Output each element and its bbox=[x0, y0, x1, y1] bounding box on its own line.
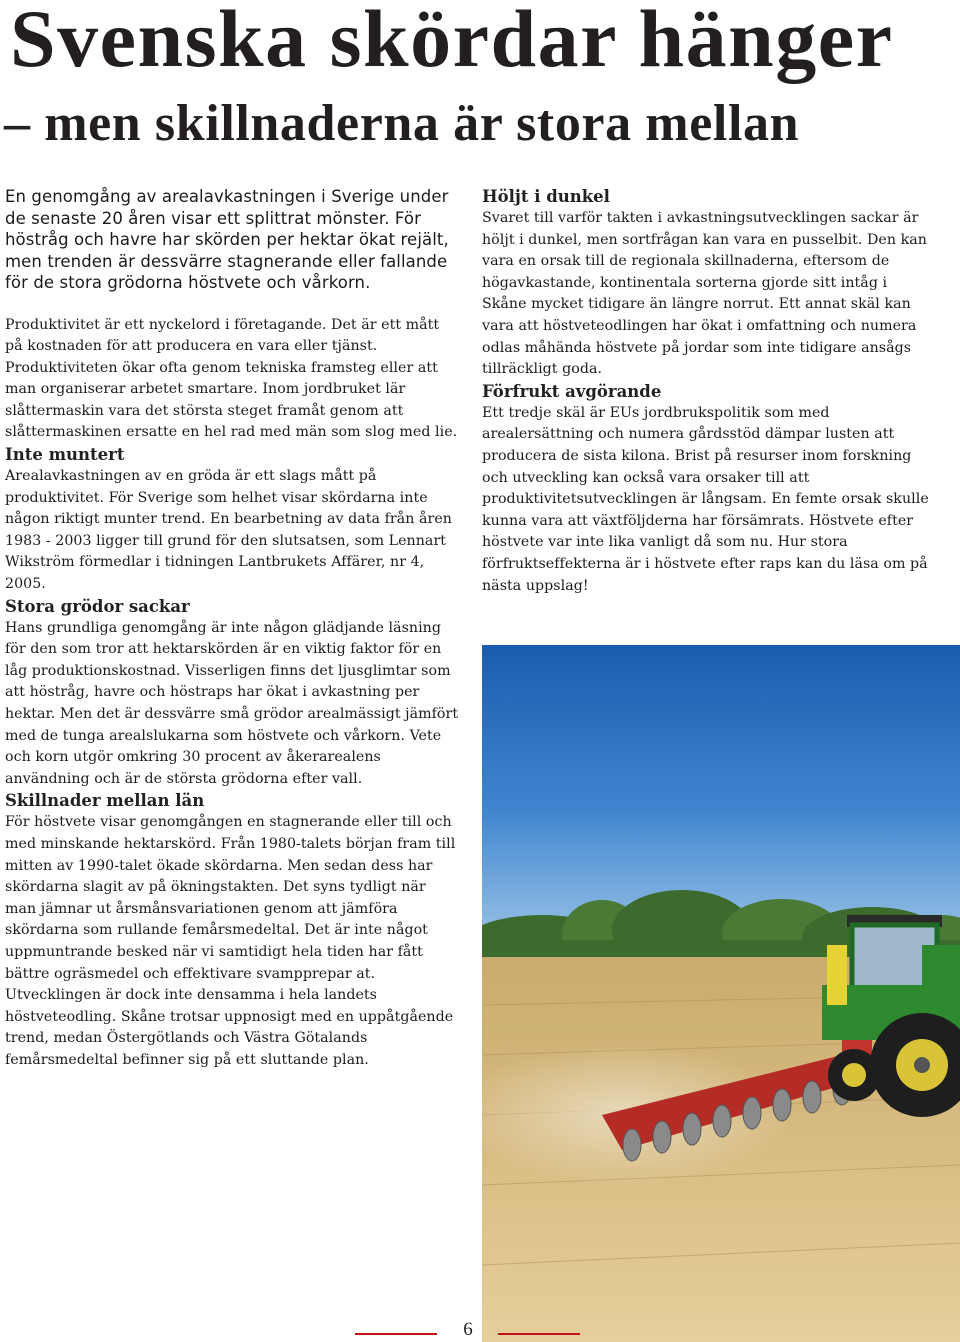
lead-paragraph: En genomgång av arealavkastningen i Sverige under de senaste 20 åren visar ett splittrat mönster. För höstråg och havre har skörden per hektar ökat rejält, men trenden är dessvärre stagnerande eller fallande för de stora grödorna höstvete och vårkorn. bbox=[5, 187, 449, 292]
section-text-stora-grodor: Hans grundliga genomgång är inte någon glädjande läsning för den som tror att hektarskörden är en viktig faktor för en låg produktionskostnad. Visserligen finns det ljusglimtar som att höstråg, havre och höstraps har ökat i avkastning per hektar. Men det är dessvärre små grödor arealmässigt jämfört med de tunga arealslukarna som höstvete och vårkorn. Vete och korn utgör omkring 30 procent av åkerarealens användning och är de största grödorna efter vall. bbox=[5, 619, 459, 787]
tractor bbox=[822, 915, 960, 1117]
section-text-forfrukt: Ett tredje skäl är EUs jordbrukspolitik som med arealersättning och numera gårdsstöd dämpar lusten att producera de sista kilona. Brist på resurser inom forskning och utveckling kan också vara orsaker till att produktivitetsutvecklingen är långsam. En femte orsak skulle kunna vara att växtföljderna har försämrats. Höstvete efter höstvete var inte lika vanligt då som nu. Hur stora förfruktseffekterna är i höstvete efter raps kan du läsa om på nästa uppslag! bbox=[482, 404, 929, 594]
page-number: 6 bbox=[463, 1319, 473, 1340]
section-text-inte-muntert: Arealavkastningen av en gröda är ett slags mått på produktivitet. För Sverige som helhet visar skördarna inte någon riktigt munter trend. En bearbetning av data från åren 1983 - 2003 ligger till grund för den slutsatsen, som Lennart Wikström förmedlar i tidningen Lantbrukets Affärer, nr 4, 2005. bbox=[5, 468, 452, 593]
section-text-skillnader: För höstvete visar genomgången en stagnerande eller till och med minskande hektarskörd. Från 1980-talets början fram till mitten av 1990-talet ökade skördarna. Men sedan dess har skördarna slagit av på ökningstakten. Det syns tydligt när man jämnar ut årsmånsvariationen genom att jämföra skördarna som rullande femårsmedeltal. Det är inte något uppmuntrande besked när vi samtidigt hela tiden har fått bättre ogräsmedel och effektivare svampprepar at. Utvecklingen är dock inte densamma i hela landets höstveteodling. Skåne trotsar uppnosigt med en uppåtgående trend, medan Östergötlands och Västra Götalands femårsmedeltal befinner sig på ett sluttande plan. bbox=[5, 814, 456, 1068]
section-heading-stora-grodor: Stora grödor sackar bbox=[5, 596, 190, 616]
section-heading-forfrukt: Förfrukt avgörande bbox=[482, 381, 662, 401]
tractor-field-photo bbox=[482, 645, 960, 1342]
folio-rule-left bbox=[355, 1333, 437, 1335]
section-text-holjt-i-dunkel: Svaret till varför takten i avkastningsutvecklingen sackar är höljt i dunkel, men sortfrågan kan vara en pusselbit. Den kan vara en orsak till de regionala skillnaderna, eftersom de högavkastande, kontinentala sorterna gjorde sitt intåg i Skåne mycket tidigare än längre norrut. Ett annat skäl kan vara att höstveteodlingen har ökat i omfattning och numera odlas måhända höstvete på jordar som inte tidigare ansågs tillräckligt goda. bbox=[482, 210, 927, 378]
folio-rule-right bbox=[498, 1333, 580, 1335]
intro-paragraph: Produktivitet är ett nyckelord i företagande. Det är ett mått på kostnaden för att producera en vara eller tjänst. Produktiviteten ökar ofta genom tekniska framsteg eller att man organiserar arbetet smartare. Inom jordbruket lär slåttermaskin vara det största steget framåt genom att slåttermaskinen ersatte en hel rad med män som slog med lie. bbox=[5, 316, 458, 441]
section-heading-skillnader: Skillnader mellan län bbox=[5, 791, 205, 811]
section-heading-holjt-i-dunkel: Höljt i dunkel bbox=[482, 187, 610, 206]
headline: Svenska skördar hänger bbox=[10, 0, 894, 84]
left-column bbox=[5, 186, 460, 1072]
right-column bbox=[482, 186, 932, 597]
subheadline: – men skillnaderna är stora mellan bbox=[4, 95, 800, 152]
section-heading-inte-muntert: Inte muntert bbox=[5, 445, 125, 465]
tractor-field-illustration bbox=[482, 645, 960, 1342]
